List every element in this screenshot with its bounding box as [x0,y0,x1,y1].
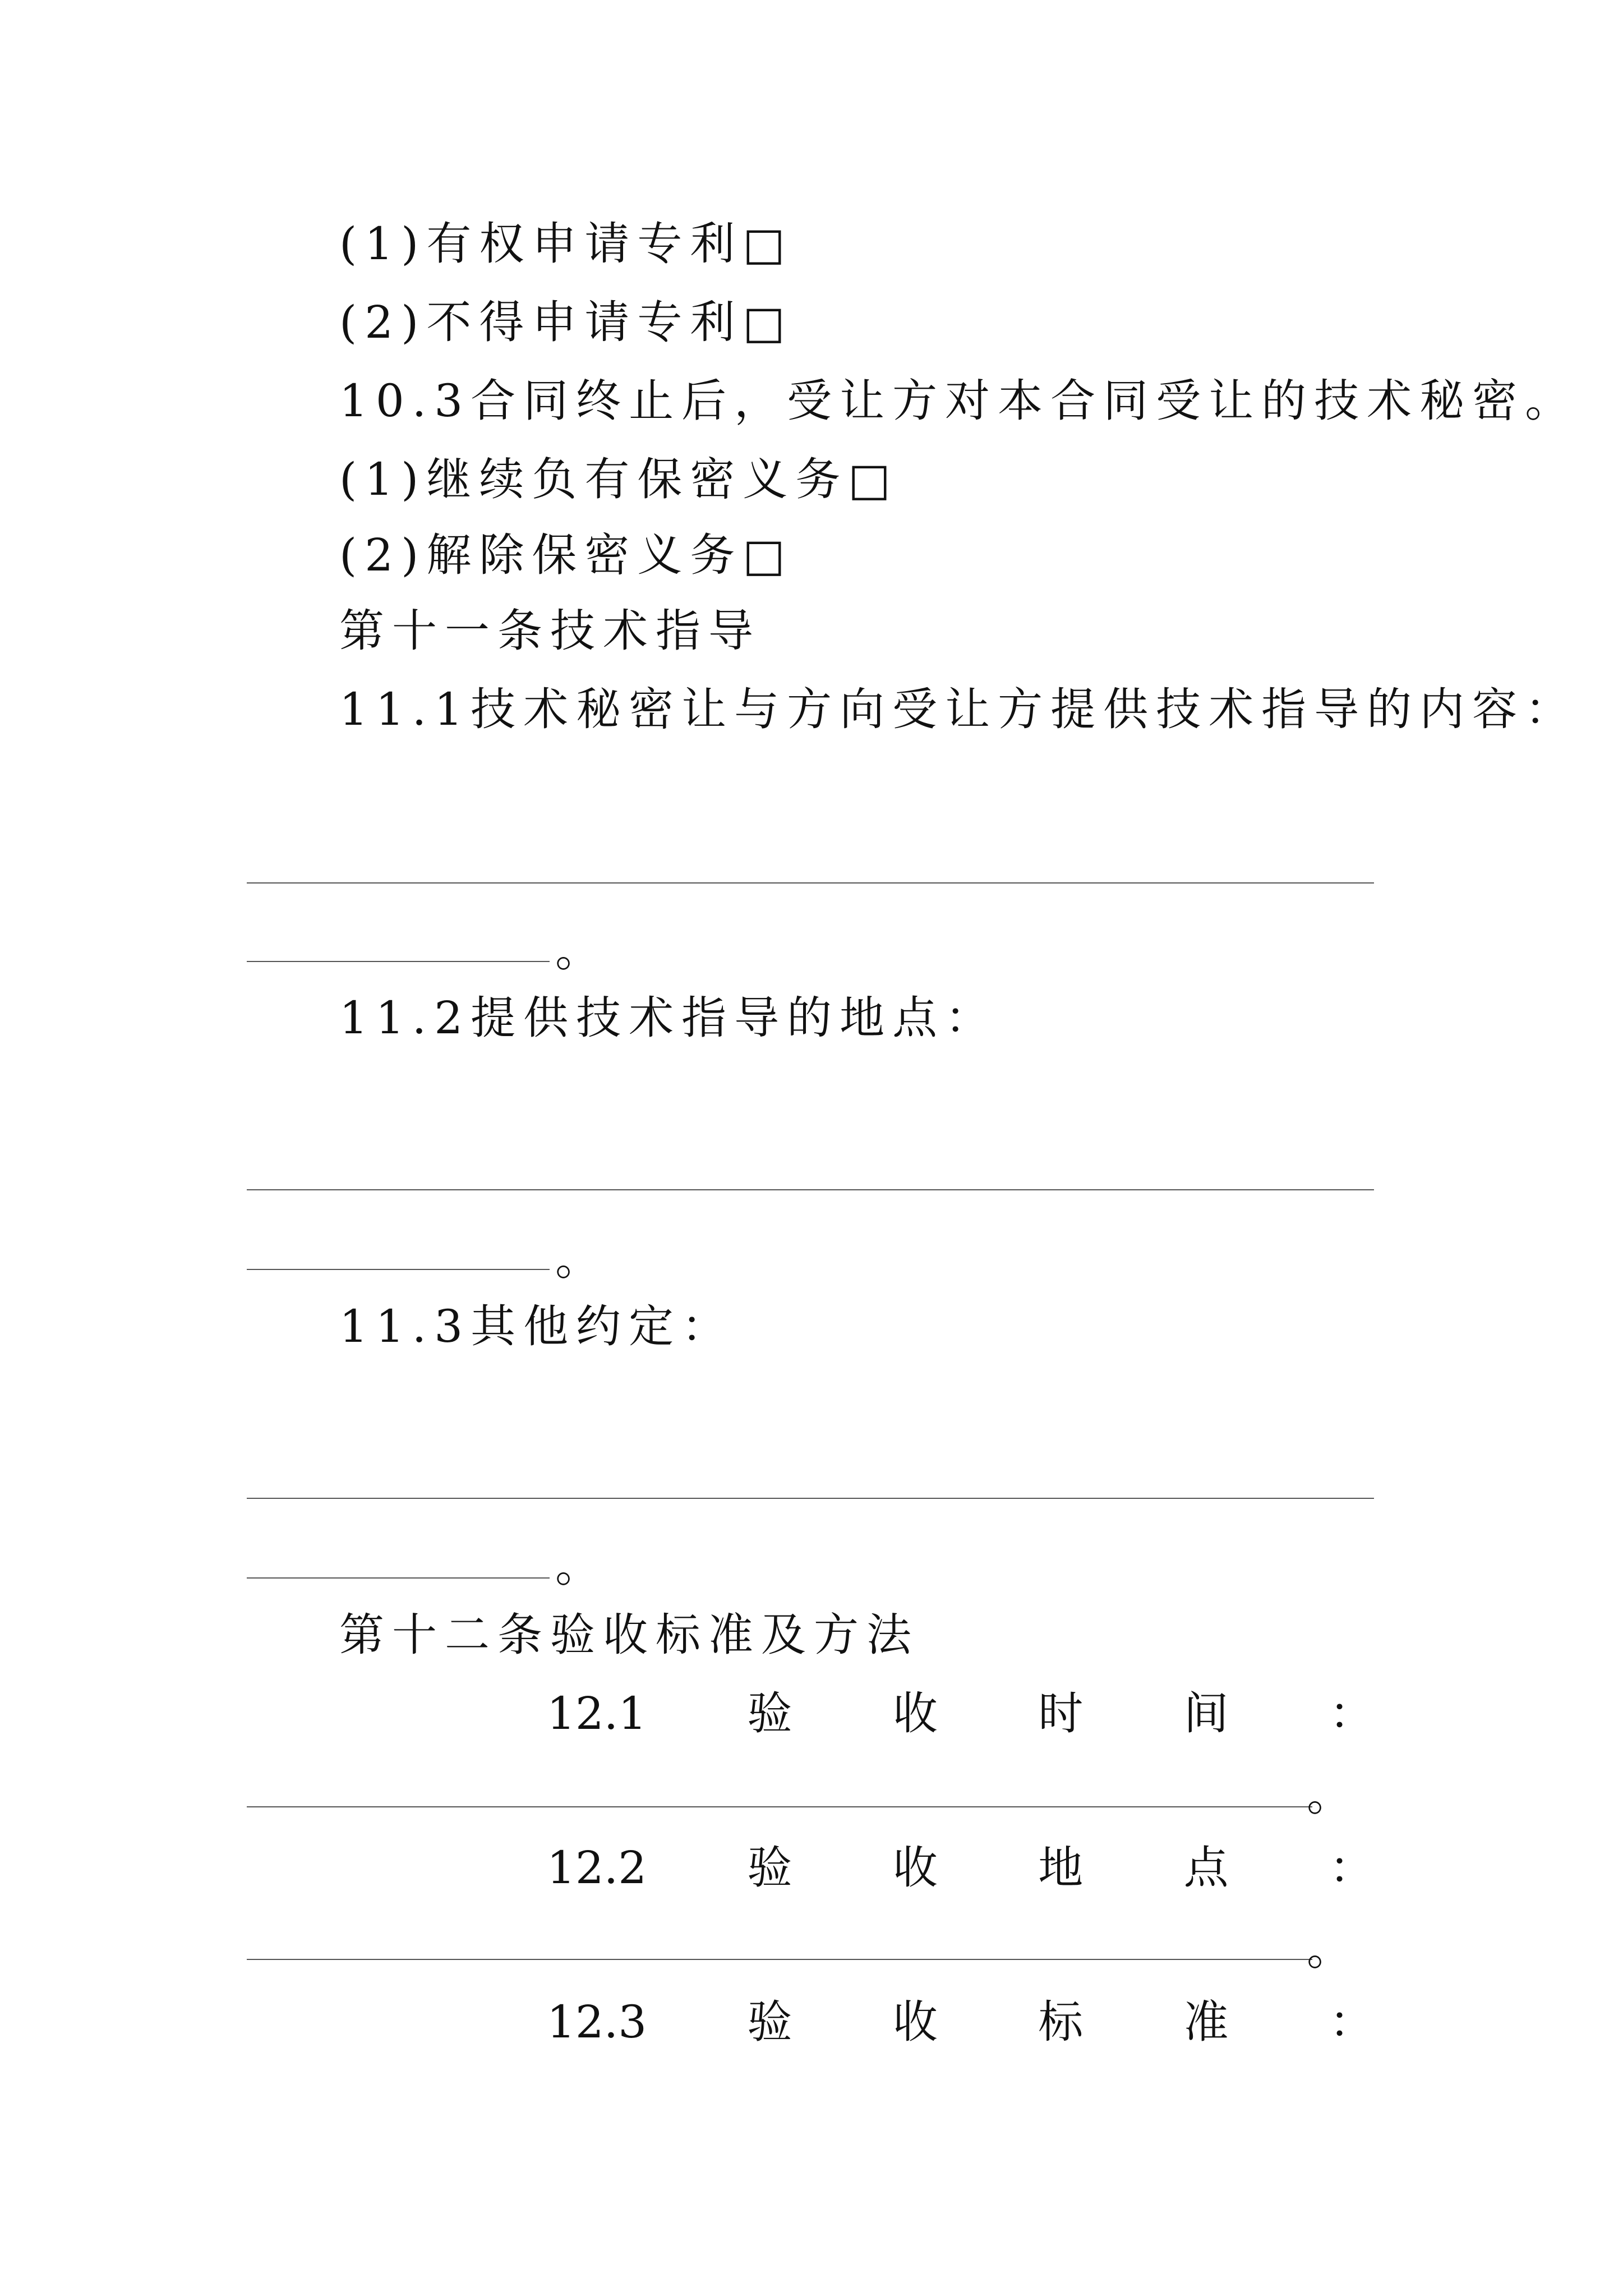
period: 。 [555,1233,600,1285]
clause-char: 收 [892,1687,938,1740]
clause-char: 标 [1038,1996,1083,2048]
clause-char: 间 [1183,1687,1229,1740]
option-no-patent: (2)不得申请专利□ [339,296,793,348]
blank-line [247,1269,550,1270]
period: 。 [555,924,600,977]
clause-number: 12.2 [547,1842,647,1894]
period: 。 [1307,1769,1352,1821]
article-12-heading: 第十二条验收标准及方法 [339,1609,919,1661]
clause-char: 收 [892,1842,938,1894]
clause-char: 准 [1183,1996,1229,2048]
clause-12-3 [547,1994,1374,2050]
blank-line [247,882,1374,884]
clause-char: 验 [747,1842,792,1894]
blank-line [247,961,550,962]
clause-char: 收 [892,1996,938,2048]
clause-11-2: 11.2提供技术指导的地点： [339,992,998,1044]
blank-line [247,1806,1312,1807]
clause-11-1: 11.1技术秘密让与方向受让方提供技术指导的内容： [339,683,1578,735]
clause-char: 点 [1183,1842,1229,1894]
clause-number: 12.3 [547,1996,647,2048]
period: 。 [555,1540,600,1592]
blank-line [247,1189,1374,1190]
blank-line [247,1577,550,1579]
blank-line [247,1498,1374,1499]
clause-colon: ： [1329,1842,1374,1894]
clause-char: 验 [747,1687,792,1740]
clause-char: 地 [1038,1842,1083,1894]
clause-12-2 [547,1840,1374,1896]
period: 。 [1307,1923,1352,1975]
clause-12-1 [547,1686,1374,1742]
clause-colon: ： [1329,1687,1374,1740]
blank-line [247,1959,1312,1960]
clause-11-3: 11.3其他约定： [339,1300,735,1352]
clause-char: 验 [747,1996,792,2048]
option-continue-confidentiality: (1)继续负有保密义务□ [339,453,898,505]
clause-number: 12.1 [547,1687,647,1740]
clause-char: 时 [1038,1687,1083,1740]
option-apply-patent: (1)有权申请专利□ [339,218,793,270]
clause-colon: ： [1329,1996,1374,2048]
clause-10-3: 10.3合同终止后，受让方对本合同受让的技术秘密。 [339,375,1578,427]
option-release-confidentiality: (2)解除保密义务□ [339,529,793,581]
article-11-heading: 第十一条技术指导 [339,605,761,657]
